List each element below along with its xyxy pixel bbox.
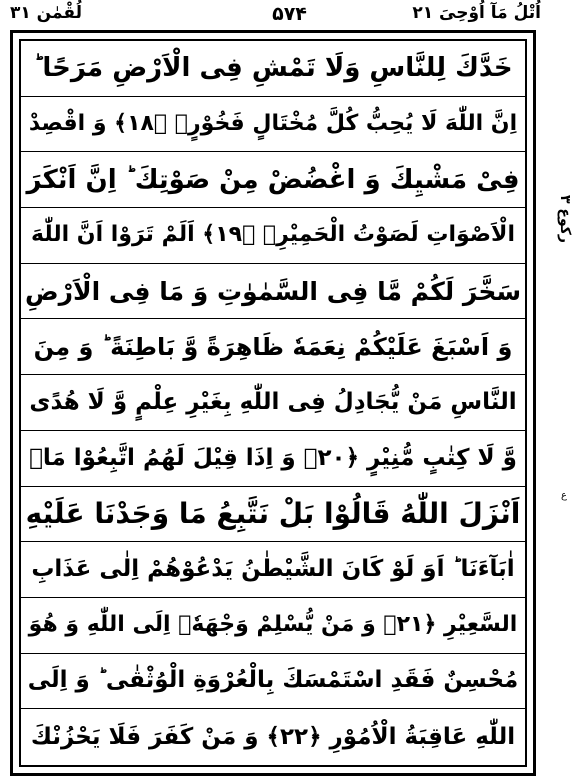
text-line: السَّعِیْرِ ﴿۲۱﴾ وَ مَنْ یُّسْلِمْ وَجْهَهٗۤ اِلَی اللّٰهِ وَ هُوَ bbox=[21, 598, 525, 654]
page-number: ۵۷۴ bbox=[272, 3, 307, 25]
juz-name-label: اُتْلُ مَآ اُوْحِیَ ۲۱ bbox=[412, 3, 541, 23]
text-line: اٰبَآءَنَا ؕ اَوَ لَوْ كَانَ الشَّیْطٰنُ یَدْعُوْهُمْ اِلٰی عَذَابِ bbox=[21, 542, 525, 598]
text-line: وَّ لَا كِتٰبٍ مُّنِیْرٍ ﴿۲۰﴾ وَ اِذَا قِیْلَ لَهُمُ اتَّبِعُوْا مَاۤ bbox=[21, 431, 525, 487]
text-line: مُحْسِنٌ فَقَدِ اسْتَمْسَكَ بِالْعُرْوَةِ الْوُثْقٰی ؕ وَ اِلَی bbox=[21, 654, 525, 710]
text-line: اللّٰهِ عَاقِبَةُ الْاُمُوْرِ ﴿۲۲﴾ وَ مَنْ كَفَرَ فَلَا یَحْزُنْكَ bbox=[30, 723, 516, 750]
text-line: خَدَّكَ لِلنَّاسِ وَلَا تَمْشِ فِی الْاَرْضِ مَرَحًا ؕ bbox=[21, 41, 525, 97]
text-line: الْاَصْوَاتِ لَصَوْتُ الْحَمِیْرِ۠ ﴿۱۹﴾ اَلَمْ تَرَوْا اَنَّ اللّٰهَ bbox=[21, 208, 525, 264]
page-header bbox=[0, 0, 579, 30]
ruku-margin-mark: رکوع ۳ bbox=[557, 195, 573, 243]
surah-name-label: لُقْمٰن ۳۱ bbox=[10, 3, 82, 23]
margin-small-mark: ع bbox=[561, 490, 567, 501]
text-line: اَنْزَلَ اللّٰهُ قَالُوْا بَلْ نَتَّبِعُ مَا وَجَدْنَا عَلَیْهِ bbox=[21, 487, 525, 543]
text-line: فِیْ مَشْیِكَ وَ اغْضُضْ مِنْ صَوْتِكَ ؕ اِنَّ اَنْكَرَ bbox=[21, 152, 525, 208]
text-line: النَّاسِ مَنْ یُّجَادِلُ فِی اللّٰهِ بِغَیْرِ عِلْمٍ وَّ لَا هُدًی bbox=[21, 375, 525, 431]
text-line: اِنَّ اللّٰهَ لَا یُحِبُّ كُلَّ مُخْتَالٍ فَخُوْرٍۚ ﴿۱۸﴾ وَ اقْصِدْ bbox=[21, 97, 525, 153]
text-line: وَ اَسْبَغَ عَلَیْكُمْ نِعَمَهٗ ظَاهِرَةً وَّ بَاطِنَةً ؕ وَ مِنَ bbox=[21, 319, 525, 375]
quran-text-block bbox=[21, 41, 525, 765]
text-line: سَخَّرَ لَكُمْ مَّا فِی السَّمٰوٰتِ وَ مَا فِی الْاَرْضِ bbox=[21, 264, 525, 320]
